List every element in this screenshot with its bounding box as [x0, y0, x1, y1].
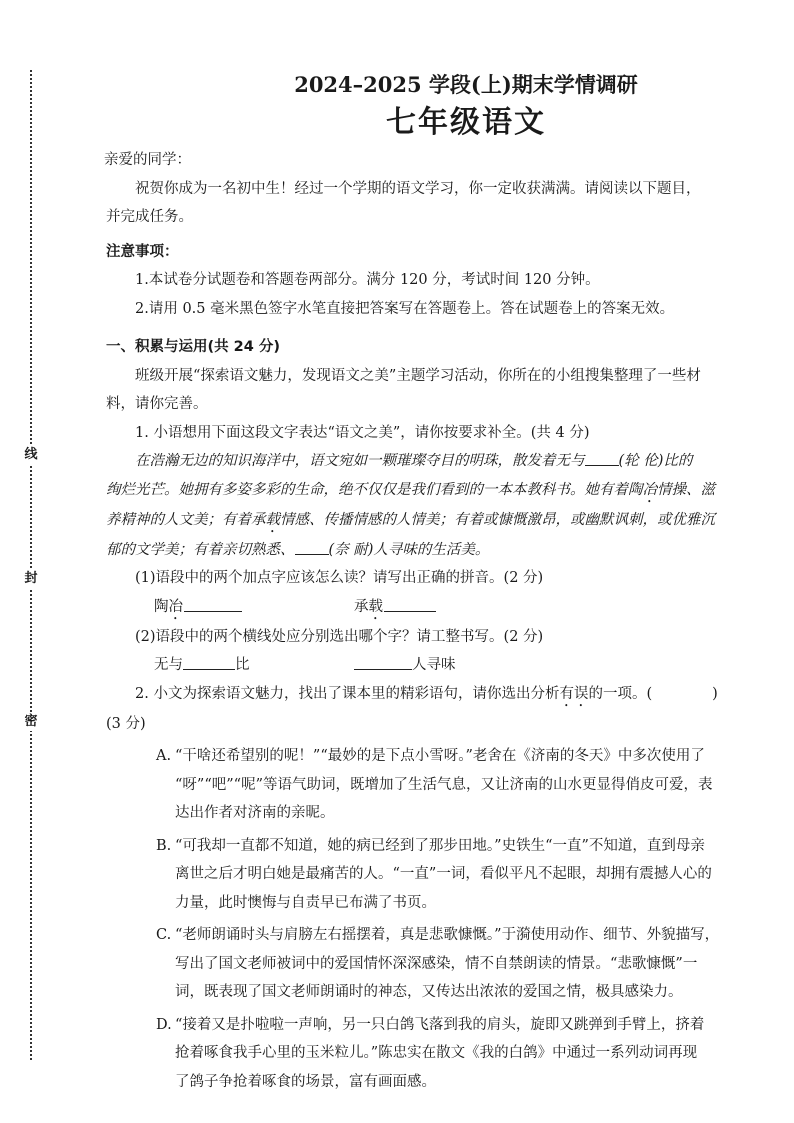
pinyin-answer-blank[interactable] — [384, 594, 436, 612]
question-2-stem: 2. 小文为探索语文魅力，找出了课本里的精彩语句，请你选出分析有误的一项。( ) — [135, 685, 718, 702]
exam-subtitle: 2024–2025 学段(上)期末学情调研 — [294, 72, 638, 97]
question-1-sub1-stem: (1)语段中的两个加点字应该怎么读？请写出正确的拼音。(2 分) — [135, 570, 544, 586]
binding-label-line: 线 — [24, 447, 38, 462]
binding-dotted-line — [30, 70, 32, 1060]
pinyin-answer-blank[interactable] — [184, 594, 242, 612]
notes-item: 1.本试卷分试题卷和答题卷两部分。满分 120 分，考试时间 120 分钟。 — [135, 272, 600, 288]
notes-item: 2.请用 0.5 毫米黑色签字水笔直接把答案写在答题卷上。答在试题卷上的答案无效。 — [135, 300, 675, 317]
option-c[interactable]: C. “老师朗诵时头与肩膀左右摇摆着，真是悲歌慷慨。”于漪使用动作、细节、外貌描写， 写出了国文老师被词中的爱国情怀深深感染，情不自禁朗读的情景。“悲歌慷慨”一 词，既表现了国文老师朗诵时的神态，又传达出浓浓的爱国之情，极具感染力。 — [156, 927, 720, 1000]
question-1-passage: 在浩瀚无边的知识海洋中，语文宛如一颗璀璨夺目的明珠，散发着无与 (轮 伦)比的 绚烂光芒。她拥有多姿多彩的生命，绝不仅仅是我们看到的一本本教科书。她有着陶冶情操、滋 养精神的人文美；有着承载情感、传播情感的人情美；有着或慷慨激昂，或幽默讽刺，或优雅沉 郁的文学美；有着亲切熟悉、 (奈 耐)人寻味的生活美。 — [106, 447, 778, 564]
emphasis-dot-char: 载 — [265, 511, 280, 528]
exam-page — [106, 68, 778, 1096]
question-1-sub2-stem: (2)语段中的两个横线处应分别选出哪个字？请工整书写。(2 分) — [135, 628, 544, 645]
question-2-options — [106, 742, 778, 1096]
option-d[interactable]: D. “接着又是扑啦啦一声响，另一只白鸽飞落到我的肩头，旋即又跳弹到手臂上，挤着 抢着啄食我手心里的玉米粒儿。”陈忠实在散文《我的白鸽》中通过一系列动词再现 了鸽子争抢着啄食的场景，富有画面感。 — [156, 1016, 705, 1090]
greeting-salutation: 亲爱的同学： — [104, 152, 191, 168]
char-answer-blank[interactable] — [354, 652, 412, 670]
question-1-sub1-answers: 陶冶 承载 — [106, 593, 778, 623]
binding-label-seal: 封 — [24, 571, 38, 586]
exam-title: 七年级语文 — [386, 105, 546, 140]
section-intro: 料，请你完善。 — [106, 396, 208, 412]
question-2-score: (3 分) — [106, 715, 146, 732]
emphasis-dot-char: 冶 — [642, 481, 657, 498]
passage-blank-2 — [295, 537, 329, 555]
section-heading: 一、积累与运用(共 24 分) — [106, 339, 281, 355]
question-1-sub2-answers: 无与 比 人寻味 — [106, 651, 778, 680]
notes-heading: 注意事项： — [106, 243, 179, 260]
section-intro: 班级开展“探索语文魅力，发现语文之美”主题学习活动，你所在的小组搜集整理了一些材 — [135, 367, 701, 384]
greeting-line: 祝贺你成为一名初中生！经过一个学期的语文学习，你一定收获满满。请阅读以下题目， — [135, 180, 701, 197]
passage-blank-1 — [585, 448, 619, 466]
greeting-line: 并完成任务。 — [106, 209, 193, 225]
option-b[interactable]: B. “可我却一直都不知道，她的病已经到了那步田地。”史铁生“一直”不知道，直到母亲 离世之后才明白她是最痛苦的人。“一直”一词，看似平凡不起眼，却拥有震撼人心的 力量，此时懊悔与自责早已布满了书页。 — [156, 837, 712, 911]
question-1-stem: 1. 小语想用下面这段文字表达“语文之美”，请你按要求补全。(共 4 分) — [135, 424, 590, 441]
option-a[interactable]: A. “干啥还希望别的呢！”“最妙的是下点小雪呀。”老舍在《济南的冬天》中多次使用了 “呀”“吧”“呢”等语气助词，既增加了生活气息，又让济南的山水更显得俏皮可爱，表 达出作者对济南的亲昵。 — [156, 748, 713, 821]
char-answer-blank[interactable] — [183, 652, 235, 670]
binding-label-dense: 密 — [24, 714, 38, 729]
